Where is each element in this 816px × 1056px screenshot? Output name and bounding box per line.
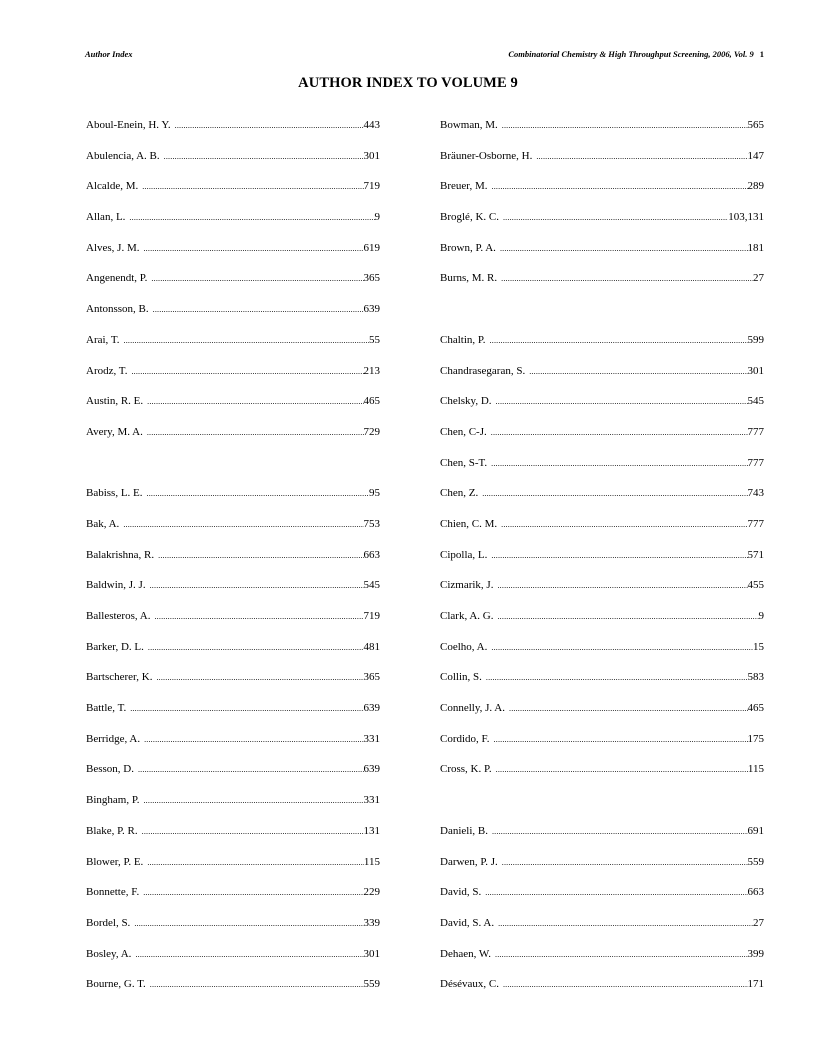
index-entry (440, 518, 764, 549)
page-reference: 753 (363, 517, 380, 530)
page-reference: 301 (747, 364, 764, 377)
index-entry (86, 610, 380, 641)
index-entry (440, 150, 764, 181)
author-name: Antonsson, B. (86, 303, 149, 316)
letter-section-gap (440, 303, 764, 334)
author-name: Baldwin, J. J. (86, 579, 146, 592)
index-entry (440, 395, 764, 426)
dot-leader (129, 211, 374, 224)
page-reference: 9 (758, 610, 764, 622)
dot-leader (503, 211, 728, 224)
page-reference: 663 (363, 548, 380, 561)
index-entry (440, 641, 764, 672)
dot-leader (529, 365, 747, 378)
index-entry (440, 242, 764, 273)
author-name: Ballesteros, A. (86, 610, 151, 622)
dot-leader (492, 825, 748, 838)
author-name: Chen, Z. (440, 487, 479, 500)
index-entry (440, 119, 764, 150)
page-reference: 27 (753, 272, 764, 285)
dot-leader (147, 487, 369, 500)
dot-leader (147, 426, 364, 439)
author-name: Brown, P. A. (440, 241, 496, 254)
author-name: Collin, S. (440, 671, 482, 684)
dot-leader (142, 825, 364, 838)
index-entry (440, 365, 764, 396)
dot-leader (134, 917, 363, 930)
dot-leader (123, 518, 363, 531)
page-reference: 639 (363, 702, 380, 715)
page-reference: 481 (363, 640, 380, 653)
index-entry (440, 948, 764, 979)
dot-leader (497, 579, 747, 592)
index-entry (440, 702, 764, 733)
dot-leader (500, 242, 748, 255)
index-entry (86, 978, 380, 1009)
page-reference: 95 (369, 487, 380, 500)
index-entry (86, 641, 380, 672)
dot-leader (153, 303, 364, 316)
index-entry (86, 365, 380, 396)
page-reference: 331 (363, 794, 380, 807)
page-reference: 639 (363, 303, 380, 316)
author-name: Berridge, A. (86, 732, 141, 745)
author-name: Angenendt, P. (86, 272, 148, 285)
author-name: Cordido, F. (440, 732, 490, 745)
index-entry (440, 579, 764, 610)
author-name: Austin, R. E. (86, 395, 144, 408)
author-name: Bowman, M. (440, 119, 498, 131)
dot-leader (501, 518, 747, 531)
page-reference: 27 (753, 916, 764, 929)
page-reference: 55 (369, 333, 380, 346)
dot-leader (147, 395, 363, 408)
author-name: Bosley, A. (86, 947, 132, 960)
dot-leader (143, 242, 363, 255)
page-reference: 691 (747, 824, 764, 837)
index-entry (86, 426, 380, 457)
index-entry (86, 242, 380, 273)
page-reference: 719 (363, 180, 380, 193)
page-reference: 465 (747, 702, 764, 715)
dot-leader (509, 702, 748, 715)
index-entry (86, 948, 380, 979)
dot-leader (147, 856, 364, 869)
author-name: Chen, S-T. (440, 456, 488, 469)
index-column-right (440, 119, 764, 1009)
dot-leader (124, 334, 370, 347)
index-entry (86, 395, 380, 426)
author-name: Bak, A. (86, 517, 120, 530)
page-reference: 103,131 (728, 211, 764, 224)
page-reference: 639 (363, 763, 380, 776)
author-name: Allan, L. (86, 211, 126, 224)
page-reference: 147 (747, 149, 764, 162)
dot-leader (150, 579, 364, 592)
page-reference: 619 (363, 241, 380, 254)
page-reference: 399 (747, 947, 764, 960)
dot-leader (485, 886, 747, 899)
dot-leader (491, 426, 748, 439)
author-name: Bartscherer, K. (86, 671, 153, 684)
page-reference: 9 (374, 211, 380, 224)
page-reference: 365 (363, 671, 380, 684)
dot-leader (491, 641, 753, 654)
author-name: Battle, T. (86, 702, 127, 715)
author-name: Arai, T. (86, 333, 120, 346)
index-entry (86, 702, 380, 733)
index-entry (86, 211, 380, 242)
index-entry (440, 671, 764, 702)
author-name: Barker, D. L. (86, 640, 144, 653)
index-entry (440, 733, 764, 764)
index-entry (86, 886, 380, 917)
author-name: Désévaux, C. (440, 978, 499, 991)
dot-leader (491, 457, 747, 470)
dot-leader (143, 886, 363, 899)
page-reference: 559 (747, 855, 764, 868)
dot-leader (138, 763, 364, 776)
page-reference: 15 (753, 640, 764, 653)
page-reference: 175 (747, 732, 764, 745)
page-reference: 171 (747, 978, 764, 991)
author-name: Broglé, K. C. (440, 211, 499, 224)
index-entry (440, 334, 764, 365)
dot-leader (144, 733, 363, 746)
index-entry (86, 180, 380, 211)
index-entry (440, 978, 764, 1009)
page-reference: 339 (363, 916, 380, 929)
author-name: Alves, J. M. (86, 241, 140, 254)
dot-leader (502, 119, 748, 132)
index-entry (440, 917, 764, 948)
running-header (85, 49, 764, 63)
index-entry (86, 487, 380, 518)
page-reference: 465 (363, 395, 380, 408)
running-header-journal (508, 49, 764, 59)
page-reference: 131 (363, 824, 380, 837)
author-name: Breuer, M. (440, 180, 488, 193)
author-name: Chaltin, P. (440, 333, 486, 346)
author-name: Arodz, T. (86, 364, 128, 377)
letter-section-gap (440, 794, 764, 825)
dot-leader (502, 856, 748, 869)
dot-leader (536, 150, 747, 163)
index-entry (86, 303, 380, 334)
page-reference: 719 (363, 610, 380, 622)
page-reference: 583 (747, 671, 764, 684)
index-entry (86, 917, 380, 948)
index-entry (86, 518, 380, 549)
index-entry (86, 794, 380, 825)
dot-leader (496, 763, 748, 776)
author-name: Aboul-Enein, H. Y. (86, 119, 171, 131)
page-reference: 599 (747, 333, 764, 346)
author-name: Connelly, J. A. (440, 702, 505, 715)
author-name: Bourne, G. T. (86, 978, 146, 991)
index-entry (440, 610, 764, 641)
page-reference: 565 (747, 119, 764, 131)
page-reference: 571 (747, 548, 764, 561)
author-name: Burns, M. R. (440, 272, 498, 285)
page-reference: 331 (363, 732, 380, 745)
dot-leader (154, 610, 363, 623)
author-name: Bordel, S. (86, 916, 131, 929)
page-reference: 559 (363, 978, 380, 991)
dot-leader (143, 794, 363, 807)
dot-leader (150, 978, 364, 991)
page-reference: 115 (747, 763, 764, 776)
author-name: Babiss, L. E. (86, 487, 143, 500)
page-reference: 455 (747, 579, 764, 592)
author-name: Bonnette, F. (86, 886, 140, 899)
author-name: Chandrasegaran, S. (440, 364, 526, 377)
dot-leader (135, 948, 363, 961)
author-name: Avery, M. A. (86, 425, 143, 438)
author-name: Clark, A. G. (440, 610, 494, 622)
page-reference: 729 (363, 425, 380, 438)
index-entry (440, 272, 764, 303)
author-name: Chelsky, D. (440, 395, 492, 408)
page-reference: 663 (747, 886, 764, 899)
index-entry (440, 886, 764, 917)
journal-citation: Combinatorial Chemistry & High Throughput Screening, 2006, Vol. 9 (508, 49, 754, 59)
index-entry (86, 272, 380, 303)
author-name: Cross, K. P. (440, 763, 492, 776)
index-entry (86, 671, 380, 702)
index-entry (440, 825, 764, 856)
author-name: Dehaen, W. (440, 947, 492, 960)
dot-leader (151, 272, 363, 285)
dot-leader (130, 702, 363, 715)
dot-leader (131, 365, 363, 378)
dot-leader (498, 917, 753, 930)
dot-leader (496, 395, 748, 408)
author-name: Chen, C-J. (440, 425, 487, 438)
page-reference: 777 (747, 456, 764, 469)
dot-leader (142, 180, 363, 193)
author-name: Danieli, B. (440, 824, 488, 837)
index-entry (86, 733, 380, 764)
index-entry (86, 549, 380, 580)
index-entry (86, 763, 380, 794)
page-reference: 229 (363, 886, 380, 899)
dot-leader (164, 150, 364, 163)
author-name: Bräuner-Osborne, H. (440, 149, 533, 162)
author-name: Darwen, P. J. (440, 855, 498, 868)
author-name: Balakrishna, R. (86, 548, 155, 561)
author-name: David, S. (440, 886, 482, 899)
index-entry (440, 856, 764, 887)
author-name: Cipolla, L. (440, 548, 488, 561)
author-name: Coelho, A. (440, 640, 488, 653)
index-entry (86, 825, 380, 856)
dot-leader (148, 641, 364, 654)
dot-leader (503, 978, 748, 991)
author-name: David, S. A. (440, 916, 495, 929)
index-entry (440, 763, 764, 794)
dot-leader (492, 180, 748, 193)
running-header-section: Author Index (85, 49, 133, 59)
page-reference: 301 (363, 947, 380, 960)
page-reference: 289 (747, 180, 764, 193)
page-reference: 213 (363, 364, 380, 377)
dot-leader (158, 549, 363, 562)
index-entry (86, 856, 380, 887)
page-reference: 545 (747, 395, 764, 408)
page-reference: 443 (363, 119, 380, 131)
page-reference: 545 (363, 579, 380, 592)
index-entry (86, 119, 380, 150)
dot-leader (497, 610, 758, 623)
author-name: Cizmarik, J. (440, 579, 494, 592)
index-entry (86, 579, 380, 610)
dot-leader (486, 671, 748, 684)
page-number: 1 (759, 49, 764, 59)
dot-leader (494, 733, 748, 746)
index-entry (440, 180, 764, 211)
page-reference: 301 (363, 149, 380, 162)
index-entry (86, 150, 380, 181)
index-column-left (86, 119, 380, 1009)
dot-leader (491, 549, 747, 562)
page-reference: 115 (363, 855, 380, 868)
dot-leader (175, 119, 364, 132)
index-entry (440, 487, 764, 518)
page-reference: 777 (747, 517, 764, 530)
author-name: Blake, P. R. (86, 824, 138, 837)
dot-leader (490, 334, 748, 347)
page-title: AUTHOR INDEX TO VOLUME 9 (298, 75, 518, 91)
letter-section-gap (86, 457, 380, 488)
author-name: Chien, C. M. (440, 517, 498, 530)
dot-leader (482, 487, 747, 500)
author-name: Alcalde, M. (86, 180, 139, 193)
index-entry (440, 549, 764, 580)
dot-leader (156, 671, 363, 684)
index-entry (86, 334, 380, 365)
page-reference: 365 (363, 272, 380, 285)
page-reference: 777 (747, 425, 764, 438)
page-reference: 181 (747, 241, 764, 254)
index-entry (440, 457, 764, 488)
dot-leader (501, 272, 753, 285)
index-entry (440, 426, 764, 457)
author-name: Besson, D. (86, 763, 134, 776)
page-reference: 743 (747, 487, 764, 500)
author-name: Bingham, P. (86, 794, 140, 807)
index-entry (440, 211, 764, 242)
author-name: Abulencia, A. B. (86, 149, 160, 162)
dot-leader (495, 948, 747, 961)
author-name: Blower, P. E. (86, 855, 144, 868)
